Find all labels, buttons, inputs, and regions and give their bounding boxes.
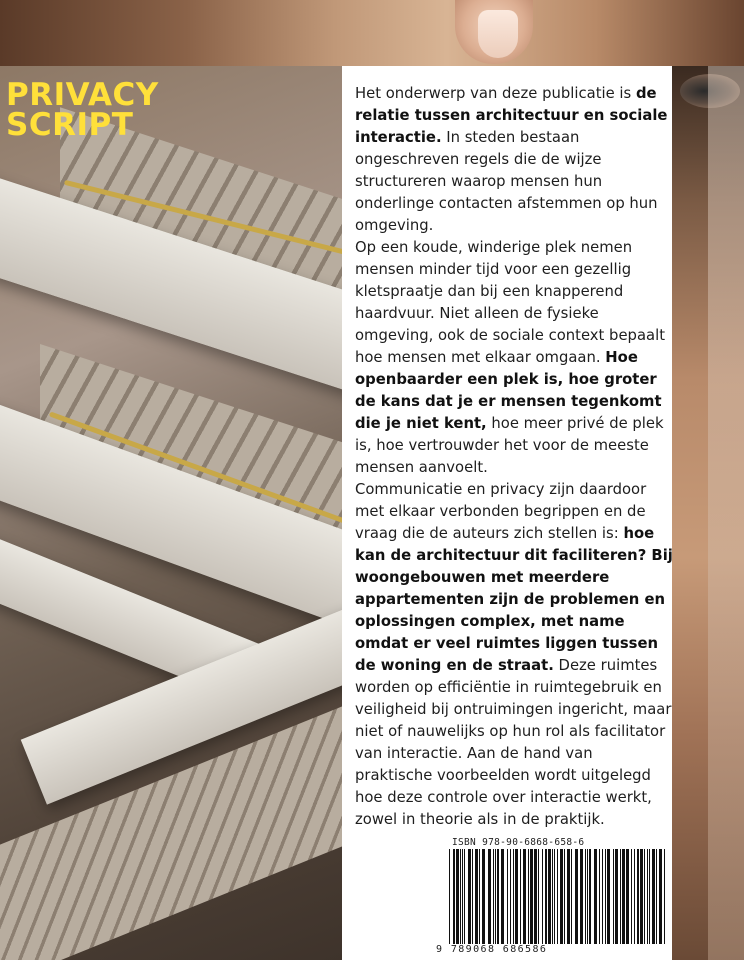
- barcode-digits: 9 789068 686586: [436, 944, 548, 955]
- barcode-bar: [523, 849, 526, 944]
- barcode-bar: [464, 849, 465, 944]
- barcode-bar: [510, 849, 511, 944]
- blurb-bold-run: Hoe openbaarder een plek is, hoe groter de kans dat je er mensen tegenkomt die je niet kent,: [355, 349, 662, 432]
- barcode: [447, 849, 669, 944]
- barcode-bar: [538, 849, 539, 944]
- barcode-bar: [530, 849, 533, 944]
- barcode-bar: [664, 849, 665, 944]
- barcode-bar: [631, 849, 632, 944]
- barcode-bar: [495, 849, 496, 944]
- barcode-bar: [528, 849, 529, 944]
- barcode-bar: [545, 849, 547, 944]
- blurb-text: [355, 83, 673, 831]
- logo-line-2: SCRIPT: [6, 107, 134, 143]
- barcode-bar: [599, 849, 600, 944]
- barcode-bar: [585, 849, 586, 944]
- blurb-text-run: Deze ruimtes worden op efficiëntie in ruimtegebruik en veiligheid bij ontruimingen ingericht, maar niet of nauwelijks op hun rol als facilitator van interactie. Aan de hand van praktische voorbeelden wordt uitgelegd hoe deze controle over interactie werkt, zowel in theorie als in de praktijk.: [355, 657, 672, 828]
- barcode-bar: [542, 849, 543, 944]
- barcode-bar: [557, 849, 558, 944]
- blurb-panel: [342, 66, 672, 960]
- barcode-bar: [493, 849, 494, 944]
- isbn-label: ISBN 978-90-6868-658-6: [452, 837, 585, 848]
- blurb-paragraph-1: [355, 83, 673, 237]
- barcode-bar: [575, 849, 578, 944]
- barcode-bar: [644, 849, 645, 944]
- barcode-bar: [567, 849, 570, 944]
- barcode-bar: [497, 849, 499, 944]
- barcode-bar: [640, 849, 643, 944]
- blurb-bold-run: hoe kan de architectuur dit faciliteren? Bij woongebouwen met meerdere appartementen zijn de problemen en oplossingen complex, met name omdat er veel ruimtes liggen tussen de woning en de straat.: [355, 525, 673, 674]
- barcode-bar: [554, 849, 555, 944]
- blurb-text-run: hoe meer privé de plek is, hoe vertrouwder het voor de meeste mensen aanvoelt.: [355, 415, 664, 476]
- barcode-bar: [634, 849, 635, 944]
- barcode-bar: [479, 849, 480, 944]
- barcode-bar: [472, 849, 473, 944]
- barcode-bar: [649, 849, 650, 944]
- barcode-bar: [548, 849, 551, 944]
- barcode-bar: [564, 849, 565, 944]
- blurb-text-run: In steden bestaan ongeschreven regels die de wijze structureren waarop mensen hun onderlinge contacten afstemmen op hun omgeving.: [355, 129, 658, 234]
- barcode-bar: [460, 849, 461, 944]
- barcode-bar: [560, 849, 563, 944]
- barcode-bar: [594, 849, 597, 944]
- blurb-text-run: Op een koude, winderige plek nemen mensen minder tijd voor een gezellig kletspraatje dan bij een knapperend haardvuur. Niet alleen de fysieke omgeving, ook de sociale context bepaalt hoe mensen met elkaar omgaan.: [355, 239, 665, 366]
- barcode-bar: [589, 849, 591, 944]
- barcode-bar: [449, 849, 450, 944]
- barcode-bar: [488, 849, 491, 944]
- blurb-paragraph-3: [355, 479, 673, 831]
- barcode-bar: [515, 849, 518, 944]
- barcode-bar: [587, 849, 588, 944]
- blurb-paragraph-2: [355, 237, 673, 479]
- logo-line-1: PRIVACY: [6, 77, 159, 113]
- barcode-bar: [647, 849, 648, 944]
- barcode-bar: [507, 849, 508, 944]
- barcode-bar: [656, 849, 657, 944]
- barcode-bar: [513, 849, 514, 944]
- barcode-bar: [607, 849, 610, 944]
- barcode-bar: [659, 849, 662, 944]
- barcode-bar: [615, 849, 618, 944]
- barcode-bar: [475, 849, 478, 944]
- barcode-bar: [552, 849, 553, 944]
- barcode-bar: [453, 849, 455, 944]
- blurb-text-run: Communicatie en privacy zijn daardoor met elkaar verbonden begrippen en de vraag die de auteurs zich stellen is:: [355, 481, 647, 542]
- barcode-bar: [613, 849, 614, 944]
- barcode-bar: [571, 849, 572, 944]
- barcode-bar: [456, 849, 459, 944]
- barcode-bar: [468, 849, 471, 944]
- barcode-bar: [626, 849, 629, 944]
- fingernail-illustration: [478, 10, 518, 58]
- barcode-bar: [534, 849, 537, 944]
- barcode-bar: [637, 849, 639, 944]
- barcode-bar: [605, 849, 606, 944]
- publication-logo: [6, 77, 159, 143]
- barcode-bar: [602, 849, 603, 944]
- blurb-text-run: Het onderwerp van deze publicatie is: [355, 85, 636, 102]
- cover-photo-top: [0, 0, 744, 66]
- barcode-bar: [580, 849, 583, 944]
- barcode-bar: [482, 849, 485, 944]
- barcode-bar: [622, 849, 625, 944]
- barcode-bar: [501, 849, 504, 944]
- barcode-bar: [652, 849, 655, 944]
- barcode-bar: [620, 849, 621, 944]
- cover-edge: [708, 66, 744, 960]
- staircase-photo: [0, 66, 345, 960]
- barcode-bar: [520, 849, 521, 944]
- blurb-bold-run: de relatie tussen architectuur en sociale interactie.: [355, 85, 668, 146]
- barcode-bar: [462, 849, 463, 944]
